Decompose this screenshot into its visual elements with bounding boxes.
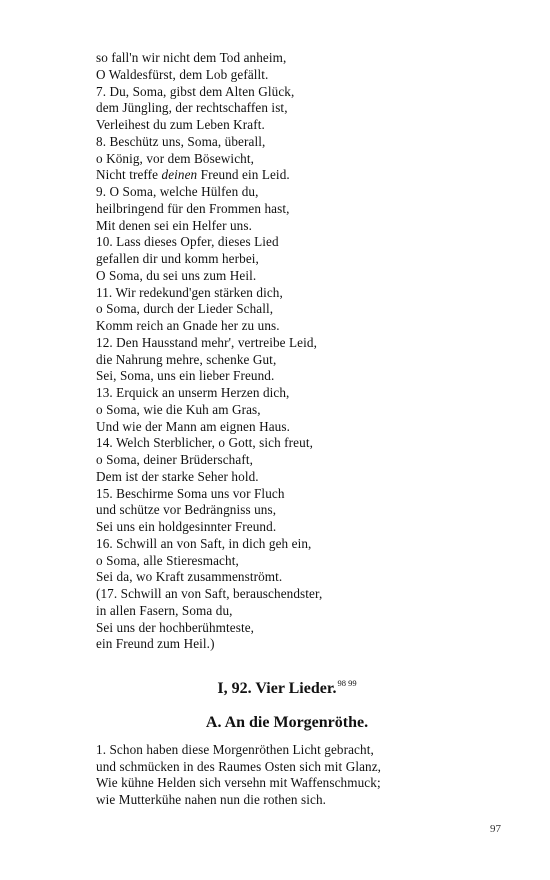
verse-line: (17. Schwill an von Saft, berauschendster,: [96, 586, 323, 601]
verse-line-text: Nicht treffe: [96, 167, 162, 183]
verse-line: Sei uns ein holdgesinnter Freund.: [96, 519, 277, 534]
verse-line: 10. Lass dieses Opfer, dieses Lied: [96, 234, 279, 250]
verse-line: 13. Erquick an unserm Herzen dich,: [96, 385, 290, 400]
verse-line: Verleihest du zum Leben Kraft.: [96, 117, 265, 132]
page-number: 97: [490, 823, 501, 835]
verse-line: 8. Beschütz uns, Soma, überall,: [96, 133, 266, 149]
verse-line: o Soma, durch der Lieder Schall,: [96, 301, 274, 317]
verse-line: Dem ist der starke Seher hold.: [96, 468, 259, 484]
verse-line: Sei, Soma, uns ein lieber Freund.: [96, 368, 275, 384]
verse-line: o Soma, deiner Brüderschaft,: [96, 452, 253, 467]
section-heading: [12, 678, 550, 698]
verse-line-text: Freund ein Leid.: [197, 167, 290, 183]
verse-line: und schütze vor Bedrängniss uns,: [96, 502, 277, 518]
verse-line: o Soma, alle Stieresmacht,: [96, 552, 239, 568]
verse-line: Komm reich an Gnade her zu uns.: [96, 318, 280, 333]
verse-line: O Waldesfürst, dem Lob gefällt.: [96, 66, 269, 82]
verse-line: 15. Beschirme Soma uns vor Fluch: [96, 485, 285, 501]
verse-line: so fall'n wir nicht dem Tod anheim,: [96, 50, 287, 65]
verse-line: in allen Fasern, Soma du,: [96, 602, 233, 618]
verse-line: 14. Welch Sterblicher, o Gott, sich freut,: [96, 435, 313, 451]
verse-block-top: [96, 50, 516, 653]
verse-line: [96, 167, 516, 184]
verse-line: Sei da, wo Kraft zusammenströmt.: [96, 569, 283, 585]
section-heading-text: I, 92. Vier Lieder.: [217, 680, 337, 697]
verse-line: heilbringend für den Frommen hast,: [96, 200, 290, 216]
verse-line: 16. Schwill an von Saft, in dich geh ein,: [96, 535, 312, 551]
verse-line: Mit denen sei ein Helfer uns.: [96, 217, 252, 233]
verse-line: 12. Den Hausstand mehr', vertreibe Leid,: [96, 334, 317, 350]
verse-line: die Nahrung mehre, schenke Gut,: [96, 351, 277, 367]
verse-line: o Soma, wie die Kuh am Gras,: [96, 401, 261, 417]
verse-line: und schmücken in des Raumes Osten sich mit Glanz,: [96, 758, 382, 774]
subsection-heading: A. An die Morgenröthe.: [205, 714, 369, 731]
verse-line: 9. O Soma, welche Hülfen du,: [96, 184, 259, 199]
verse-line: 7. Du, Soma, gibst dem Alten Glück,: [96, 83, 295, 99]
verse-line: wie Mutterkühe nahen nun die rothen sich.: [96, 791, 327, 807]
verse-line: Und wie der Mann am eignen Haus.: [96, 418, 290, 434]
verse-line: o König, vor dem Bösewicht,: [96, 150, 255, 166]
footnote-markers: 98 99: [337, 678, 357, 688]
verse-line: O Soma, du sei uns zum Heil.: [96, 267, 257, 283]
verse-line: ein Freund zum Heil.): [96, 636, 215, 652]
emphasized-word: deinen: [161, 167, 198, 183]
verse-line: Wie kühne Helden sich versehn mit Waffenschmuck;: [96, 775, 381, 790]
verse-line: 1. Schon haben diese Morgenröthen Licht gebracht,: [96, 742, 374, 757]
verse-line: 11. Wir redekund'gen stärken dich,: [96, 284, 283, 300]
verse-line: Sei uns der hochberühmteste,: [96, 619, 255, 635]
verse-line: gefallen dir und komm herbei,: [96, 251, 259, 266]
verse-line: dem Jüngling, der rechtschaffen ist,: [96, 100, 288, 116]
verse-block-bottom: [96, 742, 526, 808]
